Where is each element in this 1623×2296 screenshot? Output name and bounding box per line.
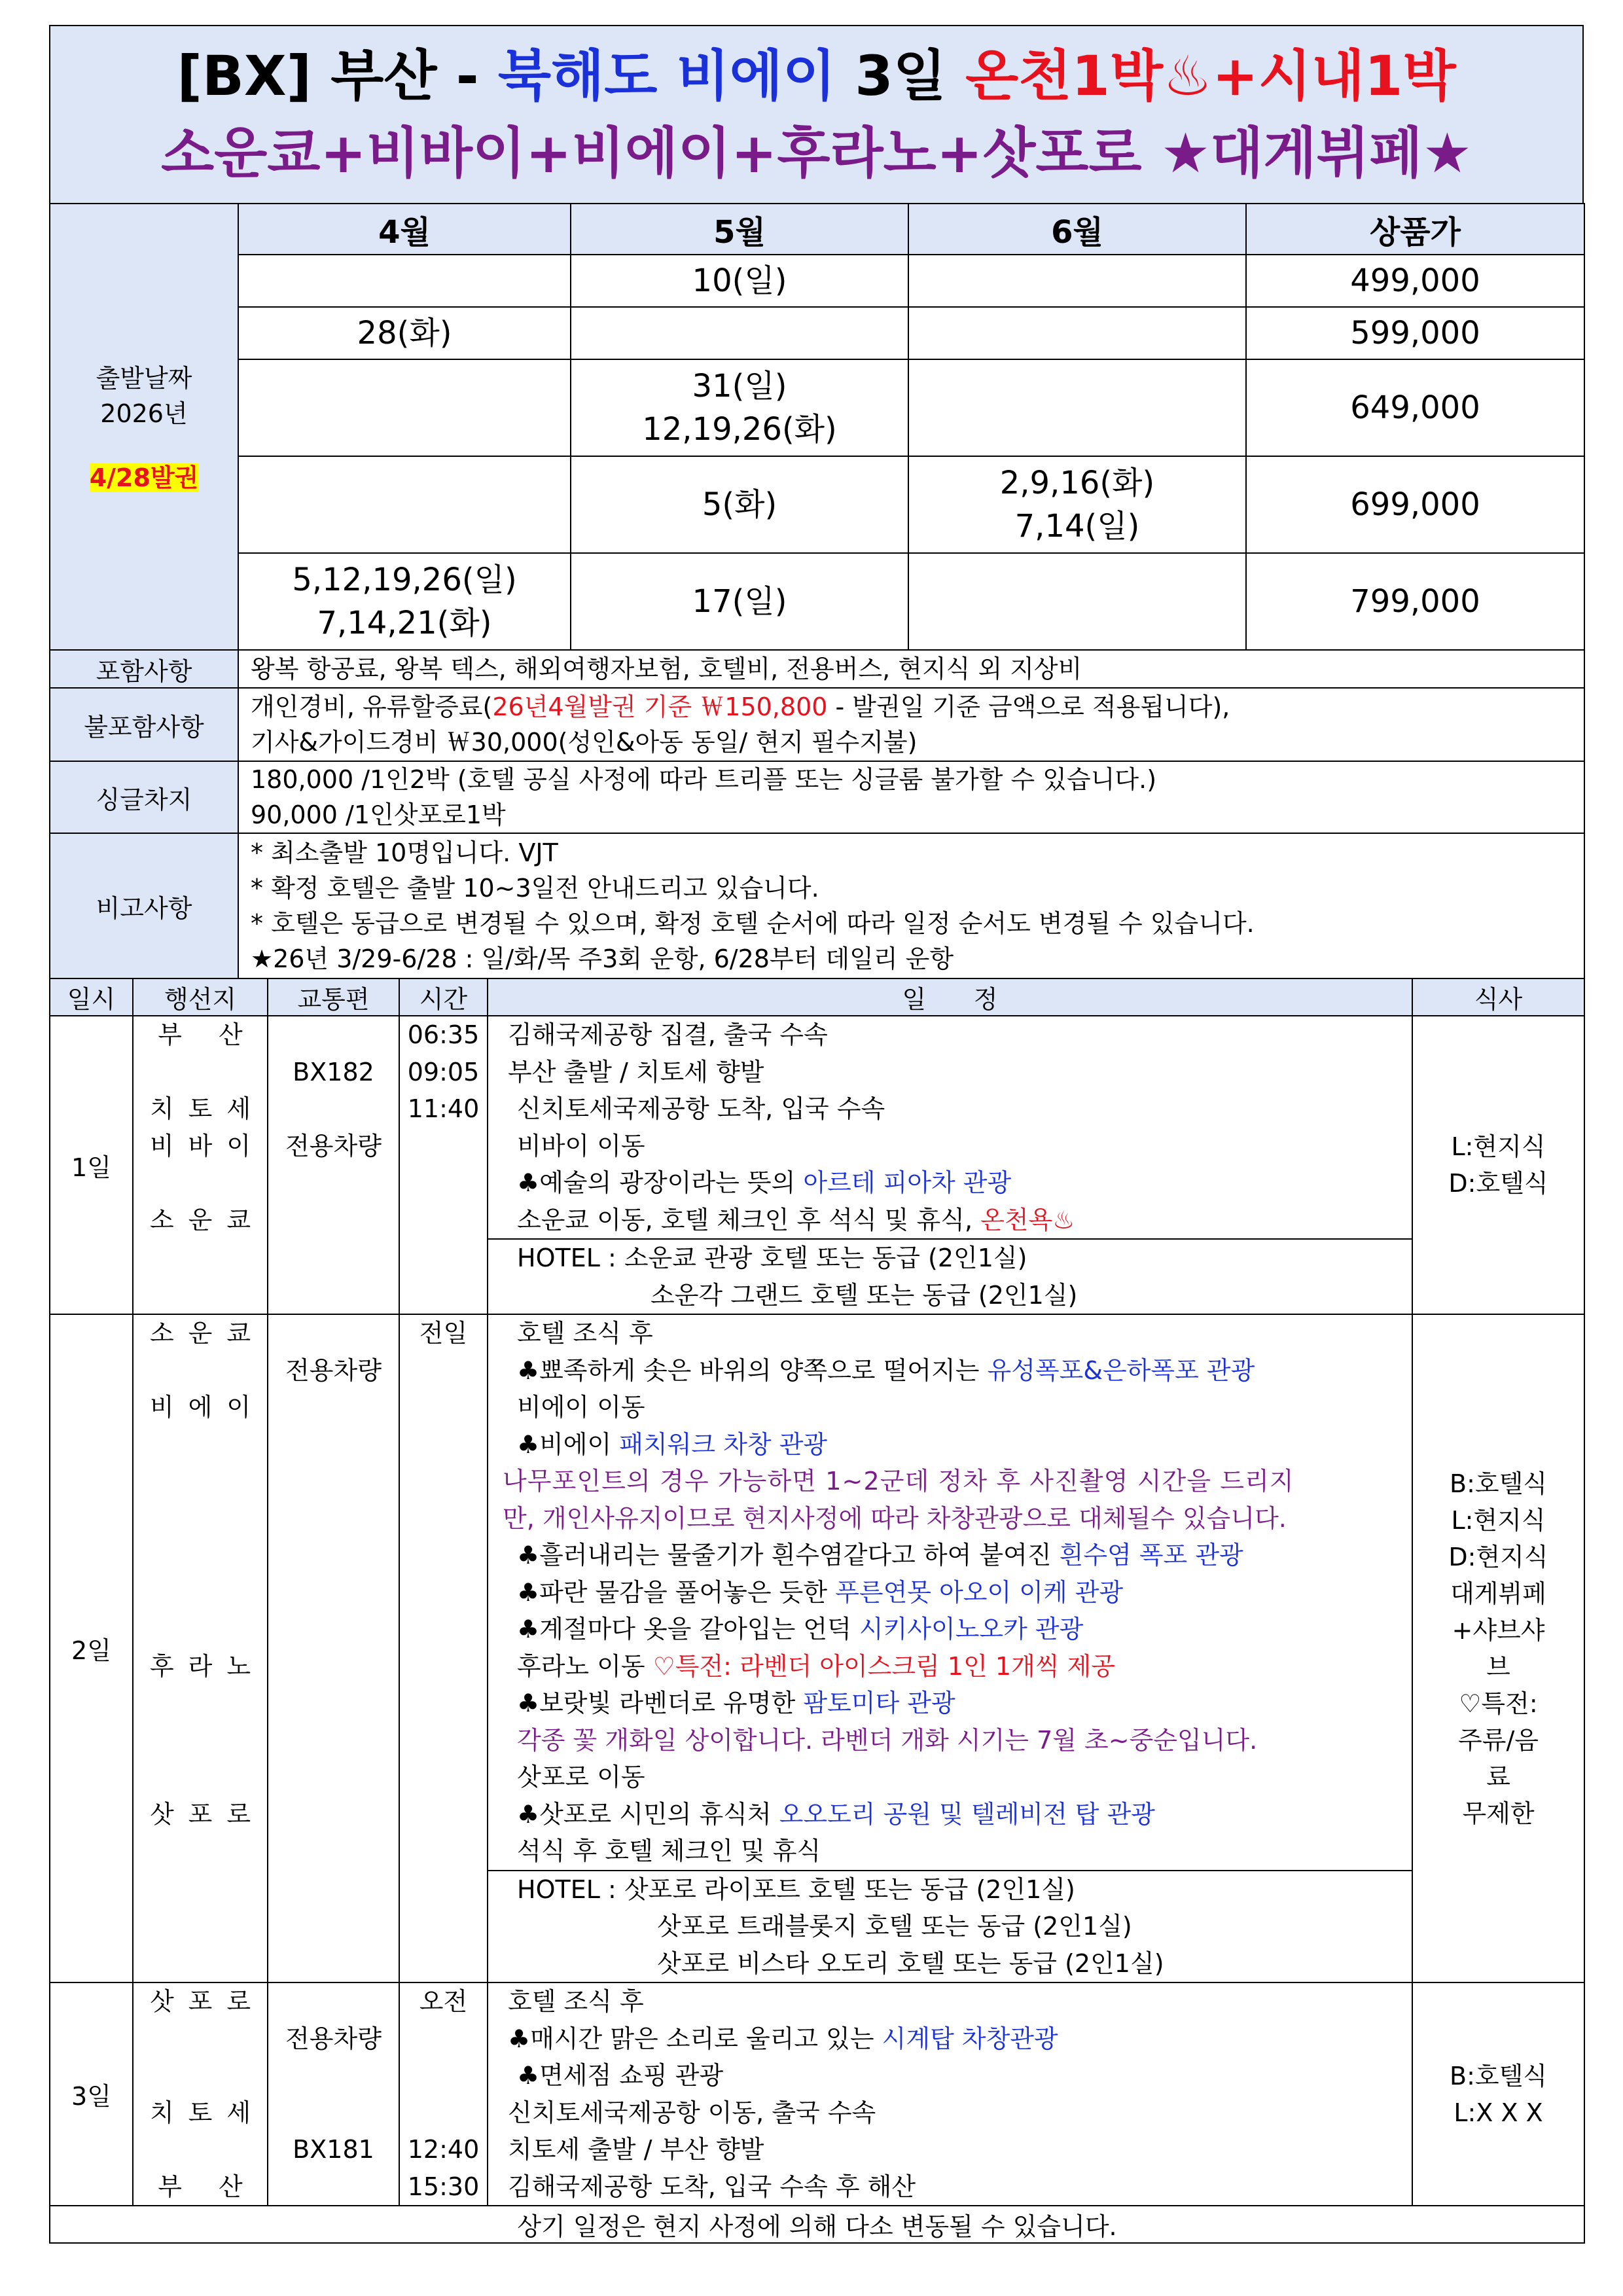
attraction: 푸른연못 아오이 이케 관광 <box>835 1577 1124 1607</box>
place: 비에이 <box>149 1393 266 1422</box>
schedule-text: 소운쿄 이동, 호텔 체크인 후 석식 및 휴식, <box>517 1205 981 1234</box>
remark-line: * 확정 호텔은 출발 10~3일전 안내드리고 있습니다. <box>251 874 819 903</box>
itinerary-sheet <box>49 25 1584 2244</box>
place: 후라노 <box>149 1651 266 1681</box>
excluded-text-part: - 발권일 기준 금액으로 적용됩니다), <box>827 692 1230 721</box>
time <box>400 2020 487 2058</box>
meal: B:호텔식 <box>1450 2061 1547 2090</box>
transport-item <box>268 1983 399 2020</box>
hotel-line: 삿포로 트래블롯지 호텔 또는 동급 (2인1실) <box>657 1912 1132 1941</box>
date-may: 5(화) <box>571 456 908 553</box>
col-time: 시간 <box>399 978 488 1016</box>
schedule-line: 신치토세국제공항 이동, 출국 수속 <box>508 2098 876 2127</box>
meals <box>1412 1982 1584 2206</box>
schedule-line <box>488 1352 1412 1390</box>
place <box>134 2057 267 2094</box>
time <box>400 2057 487 2094</box>
date-may: 17(일) <box>571 553 908 650</box>
schedule-text: ♣뾰족하게 솟은 바위의 양쪽으로 떨어지는 <box>517 1355 988 1385</box>
place: 치토세 <box>149 2098 266 2127</box>
schedule-line: 비바이 이동 <box>517 1131 645 1160</box>
remarks-label: 비고사항 <box>50 833 238 978</box>
date-may-line: 31(일) <box>692 368 787 404</box>
date-may-line: 12,19,26(화) <box>642 411 837 448</box>
date-june-line: 2,9,16(화) <box>999 465 1155 501</box>
title-line-2: 소운쿄+비바이+비에이+후라노+삿포로 ★대게뷔페★ <box>160 121 1472 185</box>
remark-line: ★26년 3/29-6/28 : 일/화/목 주3회 운항, 6/28부터 데일리 운항 <box>251 944 954 973</box>
day-label: 1일 <box>50 1016 133 1314</box>
time <box>400 1202 487 1239</box>
place <box>134 1611 267 1648</box>
title-line-1 <box>50 37 1582 115</box>
place: 삿포로 <box>149 1799 266 1829</box>
meal: 대게뷔페 <box>1450 1579 1546 1608</box>
schedule-line: 호텔 조식 후 <box>508 1987 644 2016</box>
schedule-line: 호텔 조식 후 <box>517 1319 653 1348</box>
schedule <box>488 1314 1412 1982</box>
place <box>134 1500 267 1537</box>
schedule-line: 비에이 이동 <box>517 1393 645 1422</box>
price-row <box>50 456 1584 553</box>
hotel-box <box>488 1870 1412 1982</box>
place <box>134 2020 267 2058</box>
transport-item <box>268 1016 399 1054</box>
place <box>134 1463 267 1500</box>
col-meal: 식사 <box>1412 978 1584 1016</box>
place: 부 산 <box>158 2172 257 2201</box>
schedule-text: ♣흘러내리는 물줄기가 흰수염같다고 하여 붙여진 <box>517 1541 1060 1570</box>
meal: ♡특전: <box>1459 1689 1538 1718</box>
schedule-line: 부산 출발 / 치토세 향발 <box>508 1057 764 1086</box>
place <box>134 1574 267 1611</box>
transport-item <box>268 1276 399 1313</box>
date-may <box>571 359 908 456</box>
transport-item: 전용차량 <box>285 1131 382 1160</box>
single-label: 싱글차지 <box>50 761 238 833</box>
transport <box>268 1016 399 1314</box>
date-june <box>908 255 1246 307</box>
single-line: 90,000 /1인삿포로1박 <box>251 800 506 829</box>
price-row <box>50 359 1584 456</box>
transport-item: BX181 <box>293 2135 374 2164</box>
attraction: 유성폭포&은하폭포 관광 <box>987 1355 1255 1385</box>
schedule-text: ♣예술의 광장이라는 뜻의 <box>517 1168 804 1197</box>
hotel-box <box>488 1238 1412 1314</box>
meal: L:현지식 <box>1451 1505 1546 1535</box>
date-april <box>238 553 571 650</box>
time: 전일 <box>419 1319 468 1348</box>
schedule-text: ♣매시간 맑은 소리로 울리고 있는 <box>508 2024 882 2053</box>
meal: 료 <box>1486 1762 1510 1791</box>
place <box>134 1685 267 1722</box>
header-june: 6월 <box>908 204 1246 255</box>
departure-year: 2026년 <box>100 399 188 428</box>
place: 소운쿄 <box>149 1319 266 1348</box>
ticketing-badge: 4/28발권 <box>89 463 199 492</box>
date-june <box>908 456 1246 553</box>
itinerary-table <box>49 978 1585 2244</box>
hotel-line: 소운각 그랜드 호텔 또는 동급 (2인1실) <box>651 1280 1078 1310</box>
schedule <box>488 1982 1412 2206</box>
meal: +샤브샤 <box>1452 1615 1545 1645</box>
schedule-line <box>488 1426 1412 1463</box>
time <box>400 1276 487 1313</box>
price-row <box>50 307 1584 359</box>
remark-line: * 호텔은 동급으로 변경될 수 있으며, 확정 호텔 순서에 따라 일정 순서도 변경될 수 있습니다. <box>251 909 1255 938</box>
fuel-surcharge: 26년4월발권 기준 ￦150,800 <box>492 692 828 721</box>
header-may: 5월 <box>571 204 908 255</box>
meal: 주류/음 <box>1458 1725 1539 1755</box>
time <box>400 1238 487 1276</box>
transport-item: 전용차량 <box>285 1355 382 1385</box>
excluded-text-part: 개인경비, 유류할증료( <box>251 692 493 721</box>
times <box>399 1016 488 1314</box>
schedule-line <box>488 1685 1412 1722</box>
hotel-line: 삿포로 비스타 오도리 호텔 또는 동급 (2인1실) <box>657 1948 1164 1978</box>
col-transport: 교통편 <box>268 978 399 1016</box>
col-day: 일시 <box>50 978 133 1016</box>
single-line: 180,000 /1인2박 (호텔 공실 사정에 따라 트리플 또는 싱글룸 불가할 수 있습니다.) <box>251 765 1157 794</box>
schedule-line <box>488 1648 1412 1685</box>
places <box>133 1016 268 1314</box>
schedule-line: 김해국제공항 집결, 출국 수속 <box>508 1020 828 1049</box>
place <box>134 1759 267 1796</box>
title-destination: 북해도 비에이 <box>497 44 836 108</box>
schedule-text: 후라노 이동 <box>517 1651 653 1681</box>
price: 699,000 <box>1246 456 1584 553</box>
date-june <box>908 307 1246 359</box>
schedule-text: ♣파란 물감을 풀어놓은 듯한 <box>517 1577 836 1607</box>
schedule-line: 신치토세국제공항 도착, 입국 수속 <box>517 1094 885 1123</box>
excluded-label: 불포함사항 <box>50 688 238 761</box>
col-place: 행선지 <box>133 978 268 1016</box>
info-table <box>49 649 1585 979</box>
schedule-line: 삿포로 이동 <box>517 1763 645 1791</box>
header-april: 4월 <box>238 204 571 255</box>
place <box>134 1238 267 1276</box>
transport <box>268 1314 399 1982</box>
schedule-line: 석식 후 호텔 체크인 및 휴식 <box>517 1837 821 1865</box>
schedule-line <box>488 1202 1412 1239</box>
date-may <box>571 307 908 359</box>
time <box>400 1164 487 1202</box>
time <box>400 2094 487 2132</box>
transport-item <box>268 1090 399 1128</box>
schedule-text: ♣삿포로 시민의 휴식처 <box>517 1799 779 1829</box>
price: 599,000 <box>1246 307 1584 359</box>
places <box>133 1982 268 2206</box>
transport-item <box>268 2168 399 2206</box>
meals <box>1412 1314 1584 1982</box>
transport-item <box>268 2094 399 2132</box>
meal: 무제한 <box>1462 1799 1535 1828</box>
place: 비바이 <box>149 1131 266 1160</box>
transport-item <box>268 1164 399 1202</box>
transport-item <box>268 2057 399 2094</box>
date-june-line: 7,14(일) <box>1014 508 1140 545</box>
day-row <box>50 1016 1584 1314</box>
meal: 브 <box>1486 1652 1510 1681</box>
schedule-line <box>488 1796 1412 1833</box>
date-april-line: 7,14,21(화) <box>317 605 492 641</box>
schedule-note: 나무포인트의 경우 가능하면 1~2군데 정차 후 사진촬영 시간을 드리지 <box>503 1467 1294 1496</box>
date-april-line: 5,12,19,26(일) <box>292 562 517 598</box>
place <box>134 1352 267 1390</box>
schedule-text: ♣비에이 <box>517 1429 620 1459</box>
departure-table <box>49 203 1585 651</box>
place <box>134 1054 267 1091</box>
onsen-highlight: 온천욕♨ <box>980 1205 1075 1234</box>
attraction: 아르테 피아차 관광 <box>803 1168 1012 1197</box>
schedule-line: ♣면세점 쇼핑 관광 <box>517 2061 724 2090</box>
place <box>134 1722 267 1759</box>
schedule-text: ♣보랏빛 라벤더로 유명한 <box>517 1689 804 1717</box>
schedule-line <box>488 2020 1412 2058</box>
attraction: 시키사이노오카 관광 <box>859 1615 1084 1643</box>
place <box>134 2131 267 2168</box>
day-row <box>50 1982 1584 2206</box>
attraction: 오오도리 공원 및 텔레비전 탑 관광 <box>779 1799 1155 1829</box>
footer-note: 상기 일정은 현지 사정에 의해 다소 변동될 수 있습니다. <box>50 2206 1584 2243</box>
title-cell <box>50 26 1583 204</box>
attraction: 흰수염 폭포 관광 <box>1059 1541 1243 1570</box>
departure-label <box>50 204 238 650</box>
meal: D:현지식 <box>1448 1542 1548 1571</box>
places <box>133 1314 268 1982</box>
attraction: 패치워크 차창 관광 <box>619 1429 828 1459</box>
schedule-line: 치토세 출발 / 부산 향발 <box>508 2135 764 2164</box>
remarks-text <box>238 833 1584 978</box>
meals <box>1412 1016 1584 1314</box>
place <box>134 1426 267 1463</box>
transport-item <box>268 1202 399 1239</box>
time: 11:40 <box>407 1094 480 1123</box>
date-june <box>908 553 1246 650</box>
schedule-line <box>488 1164 1412 1202</box>
place: 치토세 <box>149 1094 266 1123</box>
place: 삿포로 <box>149 1987 266 2016</box>
header-price: 상품가 <box>1246 204 1584 255</box>
place: 부 산 <box>158 1020 257 1049</box>
price: 499,000 <box>1246 255 1584 307</box>
schedule-line <box>488 1611 1412 1648</box>
time: 09:05 <box>407 1057 480 1086</box>
schedule-note: 각종 꽃 개화일 상이합니다. 라벤더 개화 시기는 7월 초~중순입니다. <box>517 1725 1258 1755</box>
attraction: 시계탑 차창관광 <box>882 2024 1058 2053</box>
remark-line: * 최소출발 10명입니다. VJT <box>251 838 558 867</box>
transport <box>268 1982 399 2206</box>
hotel-line: HOTEL : 소운쿄 관광 호텔 또는 동급 (2인1실) <box>517 1244 1027 1272</box>
attraction: 팜토미타 관광 <box>803 1689 955 1717</box>
times <box>399 1314 488 1982</box>
date-april: 28(화) <box>238 307 571 359</box>
meal: L:X X X <box>1454 2098 1543 2127</box>
day-label: 2일 <box>50 1314 133 1982</box>
schedule-note: 만, 개인사유지이므로 현지사정에 따라 차창관광으로 대체될수 있습니다. <box>503 1503 1287 1533</box>
time: 06:35 <box>407 1020 480 1049</box>
date-june <box>908 359 1246 456</box>
schedule-line: 김해국제공항 도착, 입국 수속 후 해산 <box>508 2172 916 2201</box>
price: 799,000 <box>1246 553 1584 650</box>
transport-item: 전용차량 <box>285 2024 382 2053</box>
date-april <box>238 456 571 553</box>
meal: L:현지식 <box>1451 1132 1546 1161</box>
place: 소운쿄 <box>149 1205 266 1234</box>
meal: B:호텔식 <box>1450 1469 1547 1498</box>
included-text: 왕복 항공료, 왕복 텍스, 해외여행자보험, 호텔비, 전용버스, 현지식 외 지상비 <box>238 650 1584 688</box>
meal: D:호텔식 <box>1448 1169 1548 1198</box>
time: 오전 <box>419 1987 468 2016</box>
col-schedule: 일 정 <box>488 978 1412 1016</box>
day-row <box>50 1314 1584 1982</box>
hotel-line: HOTEL : 삿포로 라이포트 호텔 또는 동급 (2인1실) <box>517 1874 1075 1904</box>
place <box>134 1537 267 1574</box>
excluded-text <box>238 688 1584 761</box>
time <box>400 1128 487 1165</box>
price-row <box>50 553 1584 650</box>
date-april <box>238 359 571 456</box>
special-benefit: ♡특전: 라벤더 아이스크림 1인 1개씩 제공 <box>652 1651 1115 1681</box>
schedule-line <box>488 1537 1412 1574</box>
time: 15:30 <box>407 2172 480 2201</box>
time: 12:40 <box>407 2135 480 2164</box>
price-row <box>50 255 1584 307</box>
transport-item <box>268 1238 399 1276</box>
place <box>134 1276 267 1313</box>
departure-label-text: 출발날짜 <box>96 363 192 393</box>
single-text <box>238 761 1584 833</box>
schedule <box>488 1016 1412 1314</box>
title-duration: 3일 <box>836 44 966 108</box>
date-may: 10(일) <box>571 255 908 307</box>
schedule-line <box>488 1574 1412 1611</box>
price: 649,000 <box>1246 359 1584 456</box>
guide-fee: 기사&가이드경비 ￦30,000(성인&아동 동일/ 현지 필수지불) <box>251 728 918 757</box>
transport-item: BX182 <box>293 1057 374 1086</box>
times <box>399 1982 488 2206</box>
date-april <box>238 255 571 307</box>
included-label: 포함사항 <box>50 650 238 688</box>
title-prefix: [BX] 부산 - <box>177 44 498 108</box>
title-table <box>49 25 1584 204</box>
schedule-text: ♣계절마다 옷을 갈아입는 언덕 <box>517 1615 859 1643</box>
day-label: 3일 <box>50 1982 133 2206</box>
title-hotel-info: 온천1박♨+시내1박 <box>965 44 1456 108</box>
place <box>134 1164 267 1202</box>
